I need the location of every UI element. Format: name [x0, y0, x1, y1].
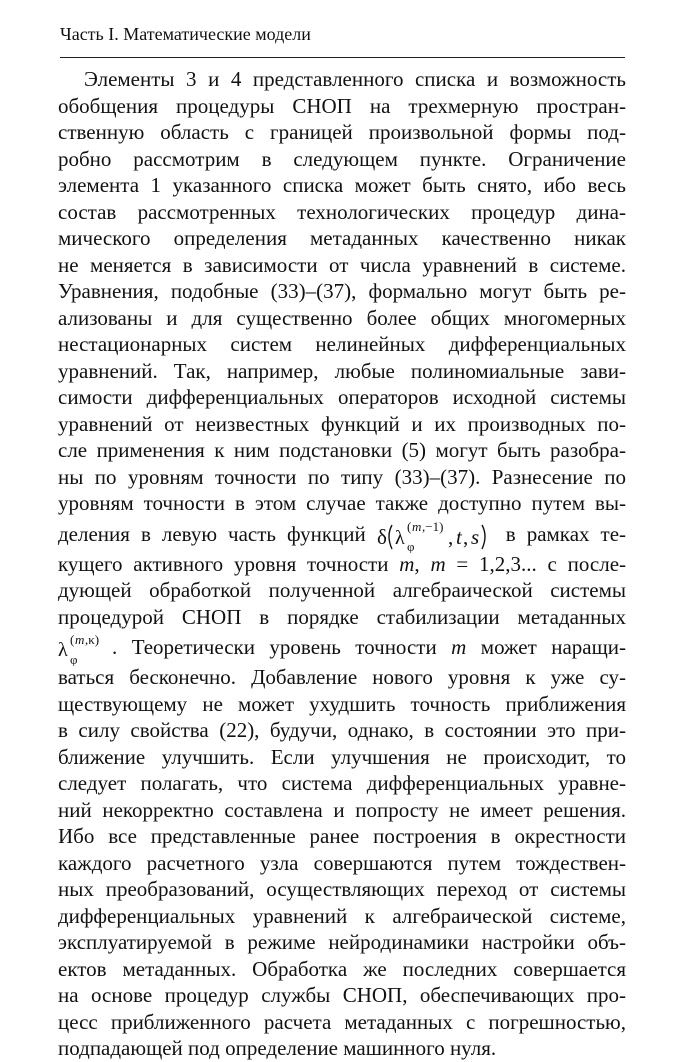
svg-text:m: m	[75, 632, 85, 648]
svg-text:φ: φ	[70, 652, 78, 667]
svg-text:λ: λ	[58, 639, 68, 662]
text-line: дующей обработкой полученной алгебраической системы	[58, 578, 626, 602]
text-line: каждого расчетного узла совершаются путем тождествен-	[58, 850, 626, 875]
text-fragment: деления в левую часть функций	[58, 521, 366, 546]
text-line-with-formula	[58, 630, 627, 667]
svg-text:(: (	[406, 518, 412, 534]
text-line: в силу свойства (22), будучи, однако, в состоянии это при-	[58, 718, 626, 742]
text-line: эксплуатируемой в режиме нейродинамики настройки объ-	[58, 930, 626, 954]
text-line: ваться бесконечно. Добавление нового уровня к уже су-	[58, 665, 626, 689]
text-fragment: может наращи-	[480, 635, 627, 659]
text-line: ближение улучшить. Если улучшения не происходит, то	[58, 744, 626, 769]
text-fragment: в рамках те-	[505, 521, 627, 546]
text-line: Ибо все представленные ранее построения в окрестности	[58, 824, 626, 848]
text-fragment: . Теоретически уровень точности	[112, 635, 437, 659]
svg-text:m: m	[411, 518, 422, 534]
math-variable: m	[430, 551, 446, 576]
text-line: мического определения метаданных качественно никак	[58, 226, 626, 250]
text-line: нестационарных систем нелинейных дифференциальных	[58, 332, 626, 356]
svg-text:,−1): ,−1)	[421, 518, 444, 534]
text-line: ных преобразований, осуществляющих переход от системы	[58, 877, 626, 901]
text-line: ектов метаданных. Обработка же последних совершается	[58, 956, 626, 981]
text-fragment: = 1,2,3... с после-	[456, 551, 627, 576]
svg-text:s: s	[470, 524, 479, 549]
svg-text:λ: λ	[394, 526, 405, 549]
text-line	[58, 551, 626, 578]
text-line: ществующему не может ухудшить точность приближения	[58, 691, 626, 716]
text-line: подпадающей под определение машинного нуля.	[58, 1036, 497, 1060]
text-line: сле применения к ним подстановки (5) могут быть разобра-	[58, 438, 626, 462]
text-line: не меняется в зависимости от числа уравнений в системе.	[58, 252, 626, 277]
svg-text:(: (	[70, 632, 75, 648]
text-line: уравнений от неизвестных функций и их производных по-	[58, 411, 626, 436]
delta-lambda-formula	[377, 519, 495, 553]
text-line: Элементы 3 и 4 представленного списка и возможность	[84, 67, 626, 91]
text-line: ний некорректно составлена и попросту не имеет решения.	[58, 797, 626, 822]
text-fragment: кущего активного уровня точности	[58, 551, 389, 576]
math-variable: m	[451, 635, 467, 659]
svg-text:t: t	[455, 524, 462, 549]
svg-text:φ: φ	[406, 538, 415, 553]
text-line: состав рассмотренных технологических процедур дина-	[58, 199, 626, 224]
text-line: на основе процедур службы СНОП, обеспечивающих про-	[58, 983, 626, 1007]
text-line: Уравнения, подобные (33)–(37), формально могут быть ре-	[58, 279, 626, 303]
svg-text:,: ,	[462, 524, 469, 549]
text-fragment: ,	[414, 551, 420, 576]
math-variable: m	[399, 551, 415, 576]
text-line: симости дифференциальных операторов исходной системы	[58, 385, 626, 409]
body-text	[58, 66, 626, 1062]
text-line: элемента 1 указанного списка может быть снято, ибо весь	[58, 173, 626, 197]
text-line: обобщения процедуры СНОП на трехмерную простран-	[58, 93, 626, 118]
svg-text:δ: δ	[376, 524, 387, 549]
text-line: следует полагать, что система дифференциальных уравне-	[58, 771, 626, 795]
text-line: уравнений. Так, например, любые полиномиальные зави-	[58, 358, 626, 383]
text-line: дифференциальных уравнений к алгебраической системе,	[58, 903, 626, 928]
header-rule	[60, 57, 625, 58]
running-header: Часть I. Математические модели	[60, 24, 311, 44]
text-line: робно рассмотрим в следующем пункте. Ограничение	[58, 146, 626, 171]
text-line: процедурой СНОП в порядке стабилизации метаданных	[58, 604, 626, 629]
lambda-formula	[58, 632, 112, 666]
text-line-with-formula	[58, 517, 626, 551]
text-line: цесс приближенного расчета метаданных с погрешностью,	[58, 1009, 626, 1034]
svg-text:,: ,	[447, 524, 454, 549]
svg-text:,κ): ,κ)	[85, 632, 100, 648]
text-line: ализованы и для существенно более общих многомерных	[58, 305, 626, 330]
text-line: уровням точности в этом случае также доступно путем вы-	[58, 491, 626, 515]
text-line: ны по уровням точности по типу (33)–(37). Разнесение по	[58, 464, 626, 489]
text-line: ственную область с границей произвольной формы под-	[58, 120, 626, 144]
